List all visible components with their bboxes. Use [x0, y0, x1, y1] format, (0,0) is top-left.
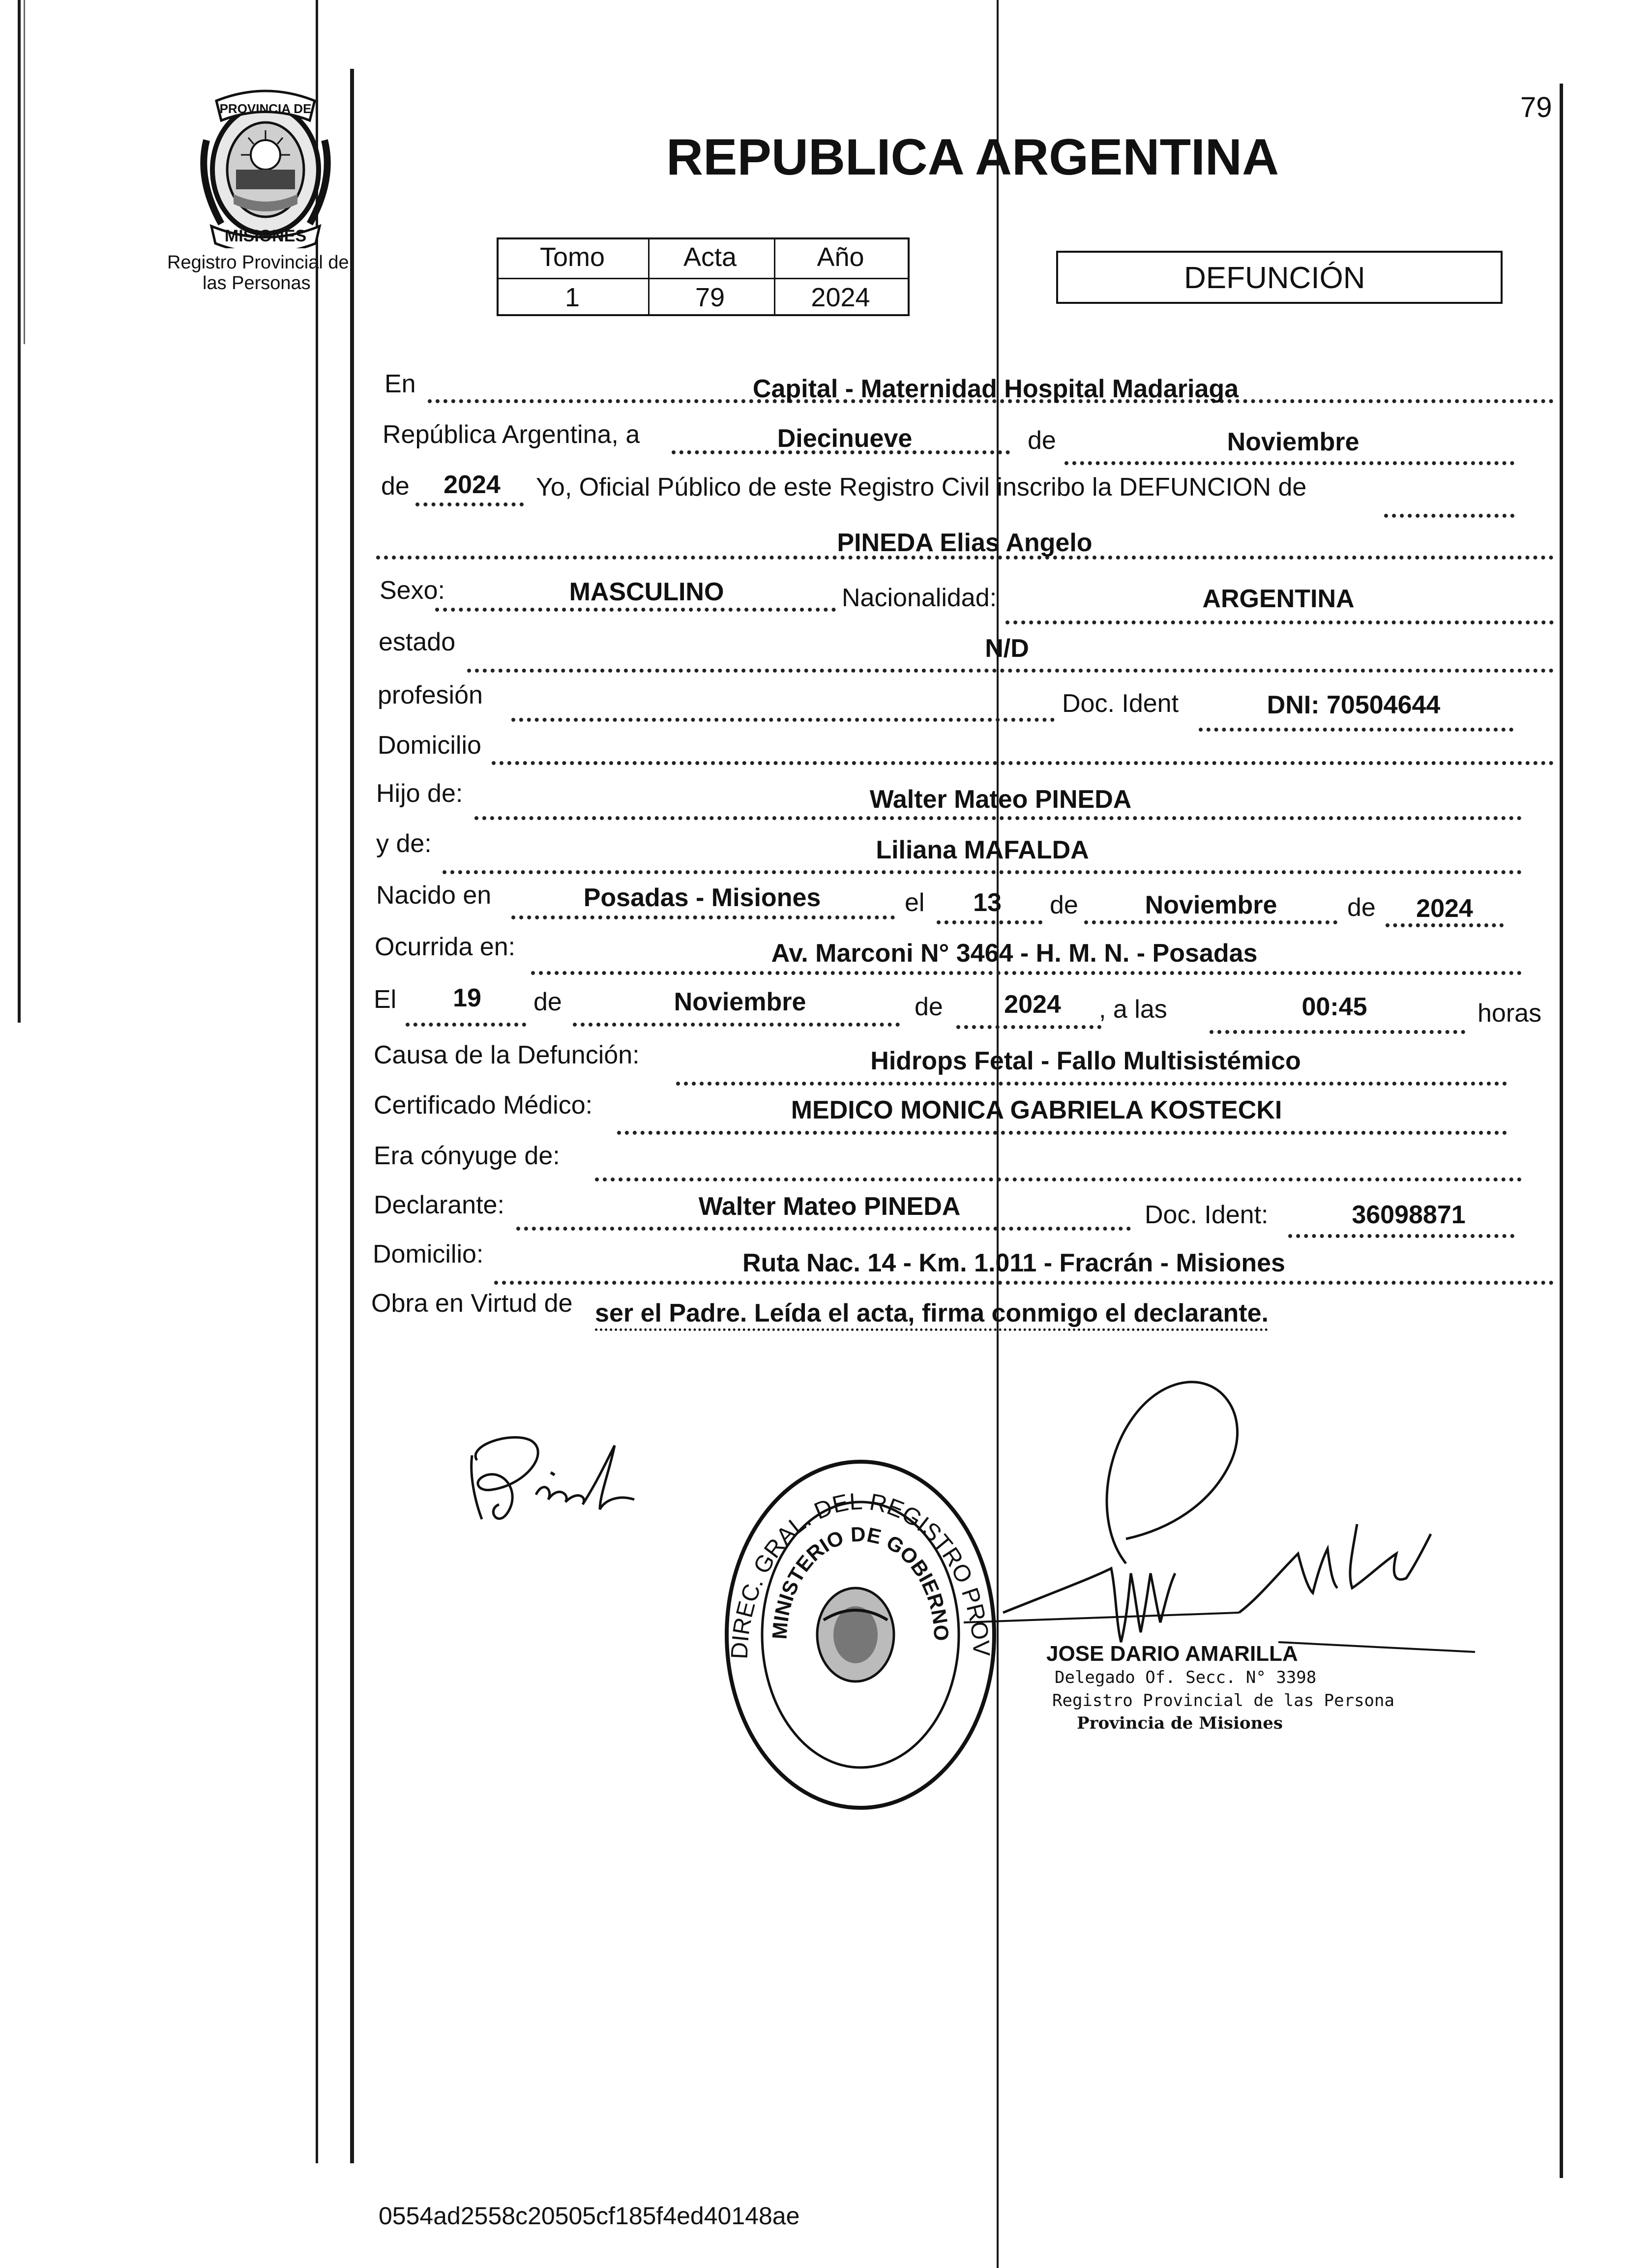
emblem-caption-line2: las Personas	[203, 273, 311, 294]
province-emblem	[187, 81, 344, 248]
yde-line	[443, 870, 1522, 874]
el2-label: El	[374, 985, 397, 1014]
scan-edge-dots	[24, 0, 25, 344]
doc-line	[1199, 728, 1513, 732]
conyuge-line	[595, 1178, 1522, 1181]
official-name: JOSE DARIO AMARILLA	[1046, 1642, 1298, 1666]
birth-day: 13	[973, 888, 1002, 917]
doc-label: Doc. Ident	[1062, 689, 1179, 718]
obra-label: Obra en Virtud de	[371, 1289, 573, 1318]
yo-text: Yo, Oficial Público de este Registro Civil inscribo la DEFUNCION de	[536, 473, 1307, 501]
death-time-line	[1210, 1030, 1465, 1034]
de-label: de	[1028, 426, 1056, 455]
death-year-line	[956, 1025, 1101, 1029]
table-header-tomo: Tomo	[539, 242, 605, 272]
profesion-line	[511, 718, 1055, 722]
declarante-line	[516, 1227, 1131, 1231]
causa-value: Hidrops Fetal - Fallo Multisistémico	[870, 1047, 1301, 1075]
month-value: Noviembre	[1227, 428, 1360, 456]
seal-inner-text: MINISTERIO DE GOBIERNO	[768, 1522, 953, 1642]
month-line	[1064, 461, 1514, 465]
hijo-line	[474, 816, 1522, 820]
nacido-value: Posadas - Misiones	[583, 884, 821, 912]
causa-label: Causa de la Defunción:	[374, 1041, 640, 1069]
year-prefix: de	[381, 472, 410, 501]
conyuge-label: Era cónyuge de:	[374, 1142, 560, 1170]
domicilio-label: Domicilio	[378, 731, 481, 760]
death-time: 00:45	[1301, 993, 1367, 1021]
doc-value: DNI: 70504644	[1267, 691, 1441, 719]
sexo-value: MASCULINO	[569, 578, 724, 606]
ocurrida-line	[531, 971, 1522, 975]
yo-line	[1384, 514, 1514, 518]
year-value: 2024	[443, 471, 501, 499]
death-year: 2024	[1004, 990, 1061, 1019]
death-day: 19	[453, 984, 481, 1012]
sexo-line	[435, 608, 836, 612]
en-value: Capital - Maternidad Hospital Madariaga	[752, 375, 1239, 403]
doc2-value: 36098871	[1352, 1201, 1466, 1229]
certificado-label: Certificado Médico:	[374, 1091, 593, 1119]
estado-value: N/D	[985, 634, 1029, 663]
declarant-signature	[452, 1426, 659, 1539]
day-words: Diecinueve	[777, 424, 913, 453]
official-province: Provincia de Misiones	[1077, 1713, 1283, 1733]
el-label: el	[905, 888, 925, 917]
domicilio2-line	[494, 1281, 1554, 1285]
nacido-label: Nacido en	[376, 881, 492, 910]
yde-value: Liliana MAFALDA	[876, 836, 1089, 864]
declarante-value: Walter Mateo PINEDA	[698, 1192, 961, 1221]
year-line	[415, 502, 524, 506]
emblem-banner-top: PROVINCIA DE	[219, 101, 312, 116]
causa-line	[676, 1082, 1507, 1086]
death-month-line	[573, 1023, 900, 1027]
estado-label: estado	[379, 628, 456, 656]
de-label-5: de	[915, 993, 943, 1021]
hijo-value: Walter Mateo PINEDA	[869, 785, 1132, 814]
de-label-2: de	[1050, 891, 1078, 919]
document-type: DEFUNCIÓN	[1184, 261, 1365, 295]
sexo-label: Sexo:	[380, 576, 445, 605]
birth-month: Noviembre	[1145, 891, 1277, 919]
deceased-name: PINEDA Elias Angelo	[837, 529, 1093, 557]
birth-year: 2024	[1416, 894, 1473, 923]
obra-value: ser el Padre. Leída el acta, firma conmigo el declarante.	[595, 1299, 1269, 1327]
de-label-3: de	[1347, 893, 1376, 922]
domicilio2-value: Ruta Nac. 14 - Km. 1.011 - Fracrán - Misiones	[742, 1249, 1285, 1277]
official-title: Delegado Of. Secc. N° 3398	[1055, 1668, 1317, 1687]
official-seal	[718, 1453, 1003, 1817]
emblem-caption-line1: Registro Provincial de	[167, 252, 349, 273]
en-label: En	[384, 370, 416, 398]
nacionalidad-value: ARGENTINA	[1202, 585, 1355, 613]
profesion-label: profesión	[378, 681, 483, 709]
scan-edge-line	[18, 0, 21, 1023]
document-hash: 0554ad2558c20505cf185f4ed40148ae	[379, 2202, 800, 2230]
birth-day-line	[937, 920, 1042, 924]
birth-year-line	[1386, 923, 1504, 927]
yde-label: y de:	[376, 829, 432, 858]
horas-label: horas	[1478, 999, 1542, 1028]
death-day-line	[406, 1023, 526, 1027]
doc2-label: Doc. Ident:	[1145, 1201, 1269, 1229]
ocurrida-label: Ocurrida en:	[375, 933, 516, 961]
de-label-4: de	[533, 988, 562, 1016]
ocurrida-value: Av. Marconi N° 3464 - H. M. N. - Posadas	[771, 939, 1258, 968]
certificado-line	[617, 1131, 1507, 1135]
domicilio-line	[492, 761, 1554, 765]
official-org: Registro Provincial de las Persona	[1052, 1691, 1394, 1710]
emblem-banner-bottom: MISIONES	[224, 227, 307, 245]
table-header-acta: Acta	[683, 242, 737, 272]
doc2-line	[1288, 1234, 1514, 1238]
page-number: 79	[1520, 91, 1552, 123]
republica-label: República Argentina, a	[383, 420, 640, 449]
hijo-label: Hijo de:	[376, 779, 463, 808]
right-border-line	[1560, 84, 1563, 2178]
declarante-label: Declarante:	[374, 1191, 504, 1219]
table-value-anio: 2024	[811, 283, 870, 312]
nacionalidad-label: Nacionalidad:	[842, 584, 997, 612]
table-header-anio: Año	[817, 242, 864, 272]
left-margin-line	[316, 0, 318, 2163]
table-value-tomo: 1	[564, 283, 580, 312]
table-value-acta: 79	[695, 283, 725, 312]
seal-outer-text: DIREC. GRAL. DEL REGISTRO PROV	[726, 1488, 995, 1660]
estado-line	[467, 669, 1554, 673]
domicilio2-label: Domicilio:	[373, 1240, 484, 1268]
alas-label: , a las	[1099, 995, 1167, 1024]
nacido-line	[511, 915, 895, 919]
certificado-value: MEDICO MONICA GABRIELA KOSTECKI	[791, 1096, 1282, 1124]
left-border-line	[350, 69, 354, 2163]
death-month: Noviembre	[674, 988, 806, 1016]
page-title: REPUBLICA ARGENTINA	[666, 129, 1279, 186]
nacionalidad-line	[1005, 620, 1554, 624]
birth-month-line	[1084, 920, 1337, 924]
